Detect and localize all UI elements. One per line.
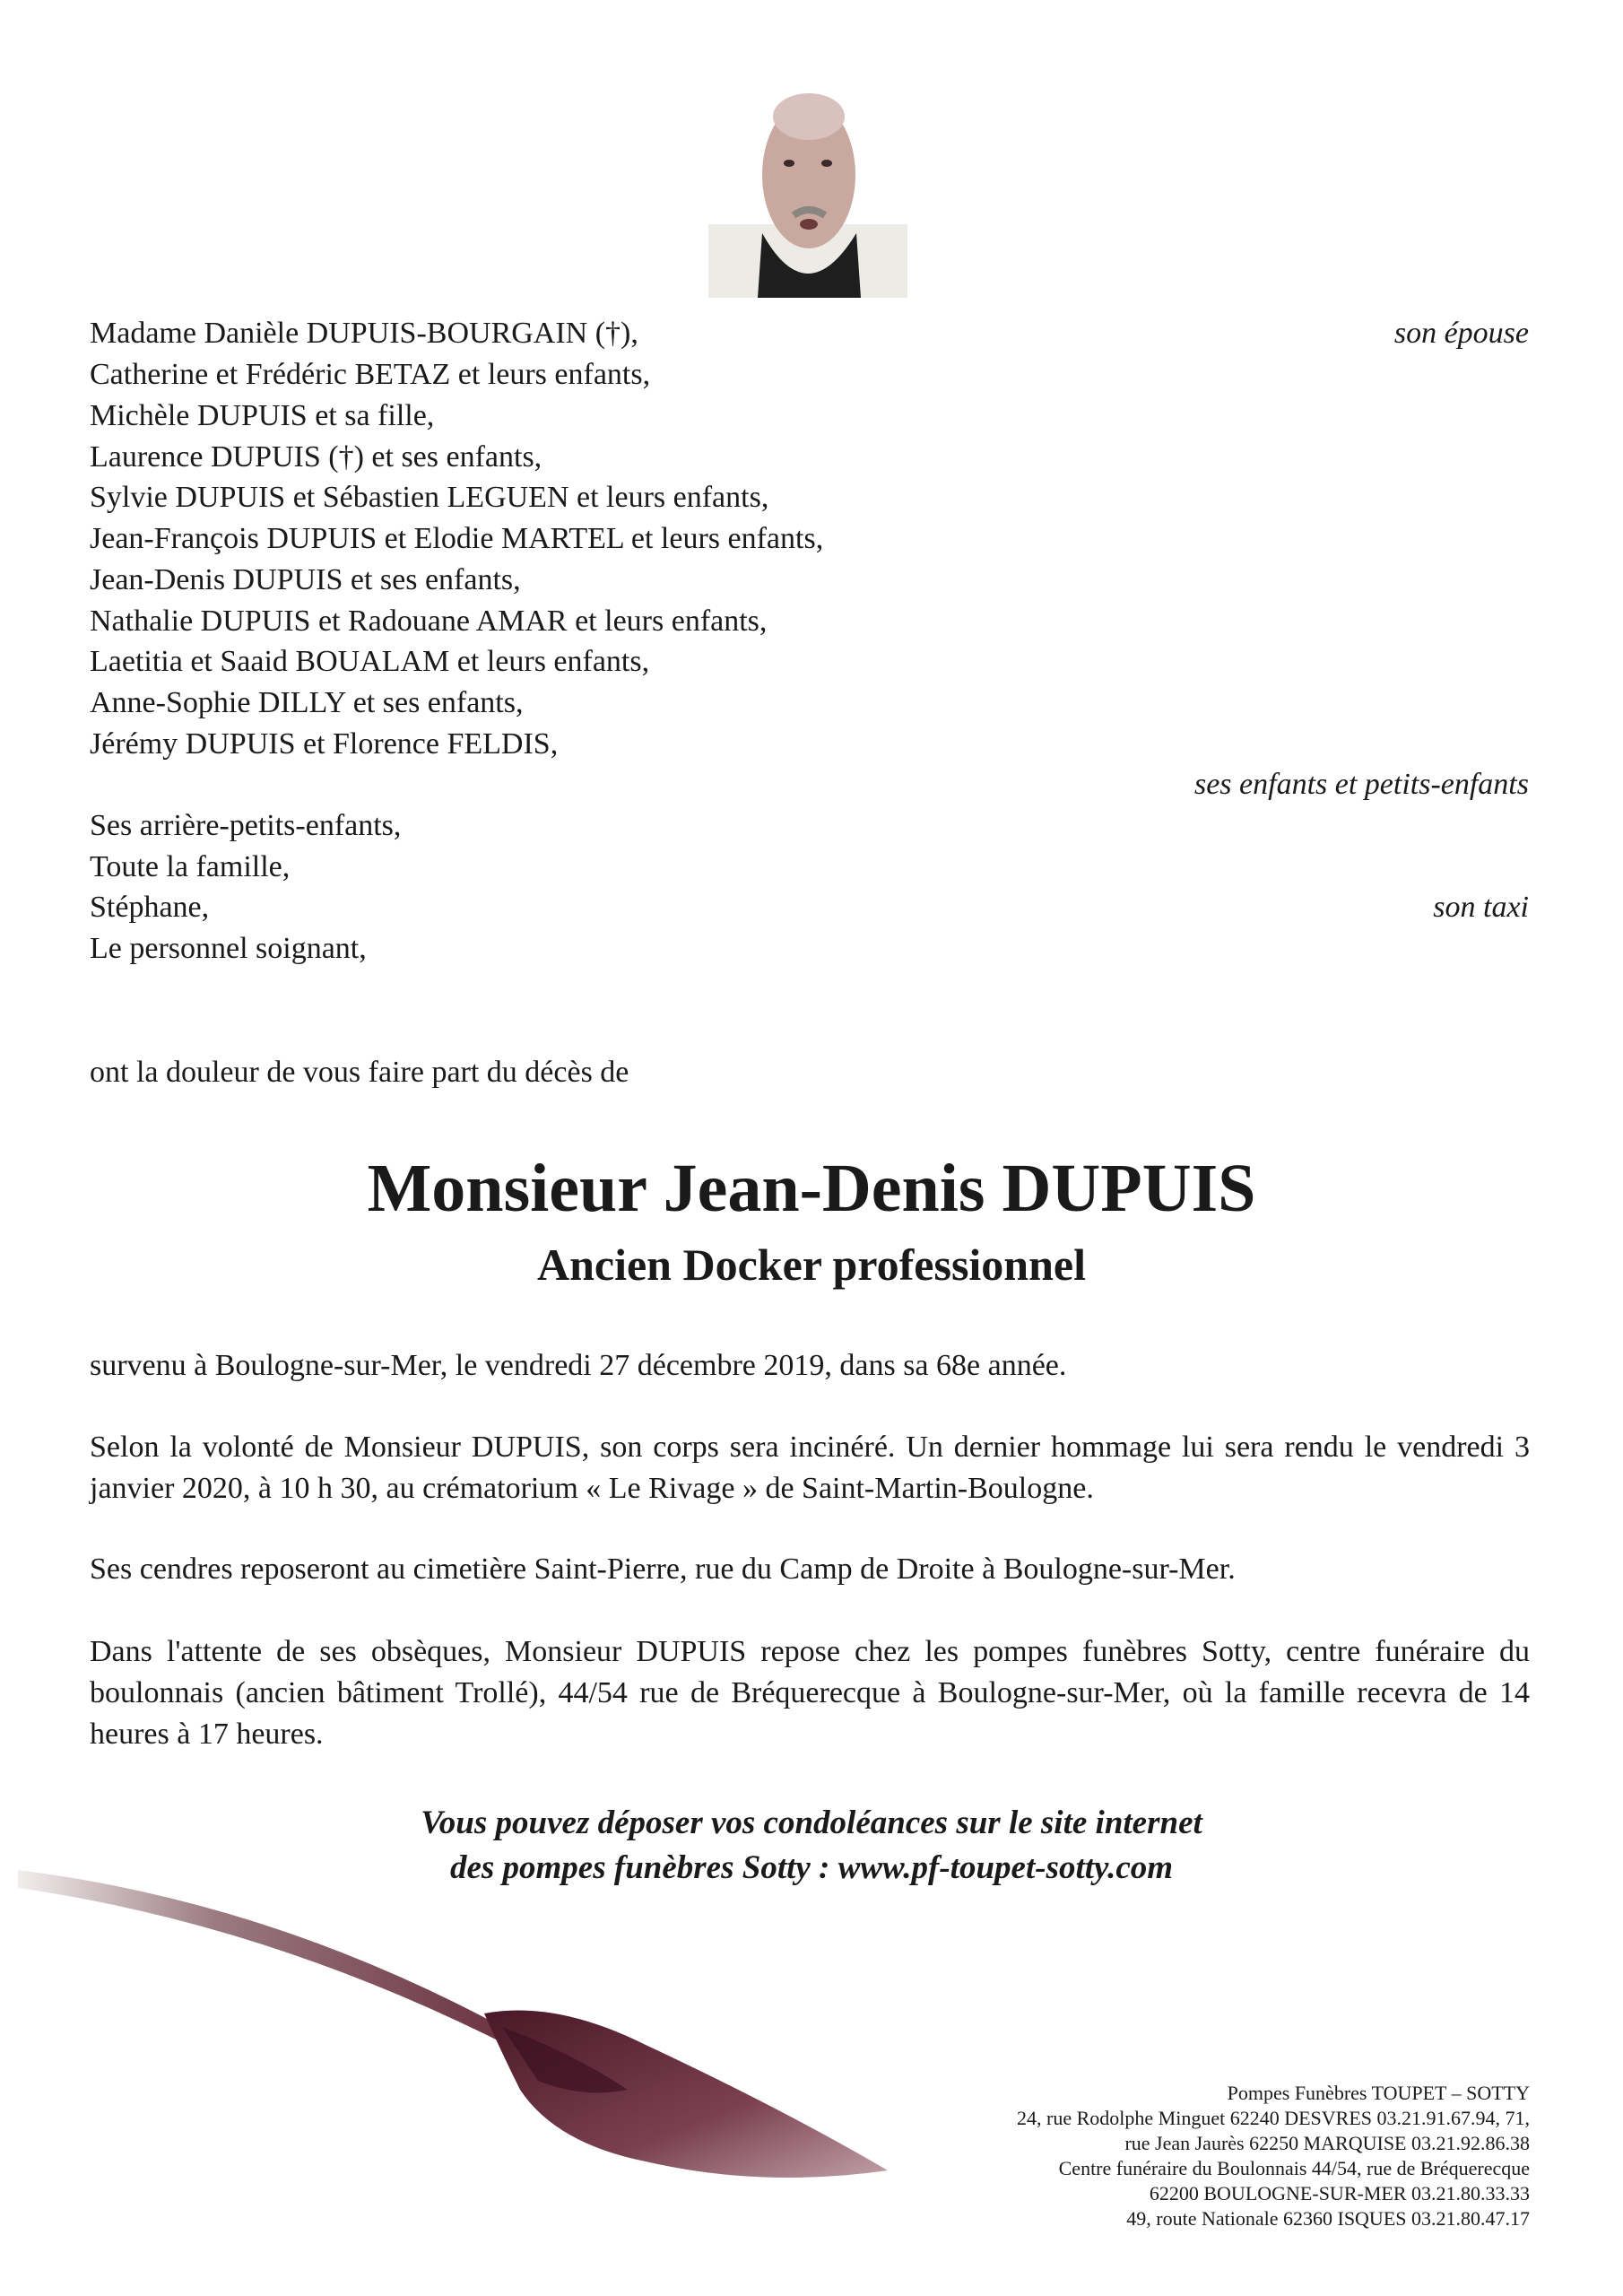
deceased-occupation: Ancien Docker professionnel: [536, 1239, 1087, 1290]
other-mourner: Stéphane,: [90, 891, 210, 924]
family-member: Anne-Sophie DILLY et ses enfants,: [90, 686, 524, 719]
family-member: Catherine et Frédéric BETAZ et leurs enfants,: [90, 358, 651, 391]
address-line: 24, rue Rodolphe Minguet 62240 DESVRES 03.21.91.67.94, 71,: [1017, 2107, 1530, 2129]
paragraph-ceremony: Selon la volonté de Monsieur DUPUIS, son corps sera incinéré. Un dernier hommage lui sera rendu le vendredi 3 janvier 2020, à 10 h 30, au crématorium « Le Rivage » de Saint-Martin-Boulogne.: [90, 1431, 1530, 1505]
family-member: Laurence DUPUIS (†) et ses enfants,: [90, 440, 542, 474]
address-line: 62200 BOULOGNE-SUR-MER 03.21.80.33.33: [1149, 2182, 1530, 2205]
other-mourner: Ses arrière-petits-enfants,: [90, 809, 402, 842]
role-children: ses enfants et petits-enfants: [1193, 768, 1529, 801]
other-mourner: Le personnel soignant,: [90, 932, 367, 965]
funeral-home-address: [1017, 2081, 1530, 2231]
condolences-link[interactable]: des pompes funèbres Sotty : www.pf-toupet-sotty.com: [449, 1849, 1174, 1886]
address-line: 49, route Nationale 62360 ISQUES 03.21.80.47.17: [1126, 2207, 1530, 2230]
family-member: Jean-Denis DUPUIS et ses enfants,: [90, 563, 521, 596]
family-member: Laetitia et Saaid BOUALAM et leurs enfants,: [90, 645, 650, 678]
address-line: rue Jean Jaurès 62250 MARQUISE 03.21.92.86.38: [1124, 2132, 1530, 2154]
condolences-line: Vous pouvez déposer vos condoléances sur le site internet: [421, 1805, 1202, 1841]
family-member: Jérémy DUPUIS et Florence FELDIS,: [90, 727, 559, 761]
family-member: Nathalie DUPUIS et Radouane AMAR et leurs enfants,: [90, 604, 768, 638]
role-spouse: son épouse: [1393, 317, 1529, 350]
deceased-name: Monsieur Jean-Denis DUPUIS: [367, 1151, 1256, 1226]
calla-lily-illustration: [0, 1821, 942, 2206]
portrait-photo: [708, 90, 907, 298]
announcement: ont la douleur de vous faire part du décès de: [90, 1056, 629, 1089]
funeral-home-name: Pompes Funèbres TOUPET – SOTTY: [1227, 2082, 1530, 2104]
family-member: Jean-François DUPUIS et Elodie MARTEL et leurs enfants,: [90, 522, 824, 555]
family-member: Sylvie DUPUIS et Sébastien LEGUEN et leurs enfants,: [90, 481, 769, 514]
paragraph-ashes: Ses cendres reposeront au cimetière Saint-Pierre, rue du Camp de Droite à Boulogne-sur-Mer.: [90, 1552, 1236, 1586]
family-member: Michèle DUPUIS et sa fille,: [90, 399, 435, 432]
role-taxi: son taxi: [1433, 891, 1529, 924]
address-line: Centre funéraire du Boulonnais 44/54, rue de Bréquerecque: [1058, 2157, 1530, 2179]
paragraph-death: survenu à Boulogne-sur-Mer, le vendredi 27 décembre 2019, dans sa 68e année.: [90, 1349, 1067, 1382]
paragraph-visitation: Dans l'attente de ses obsèques, Monsieur DUPUIS repose chez les pompes funèbres Sotty, centre funéraire du boulonnais (ancien bâtiment Trollé), 44/54 rue de Bréquerecque à Boulogne-sur-Mer, où la famille recevra de 14 heures à 17 heures.: [90, 1635, 1530, 1751]
family-member: Madame Danièle DUPUIS-BOURGAIN (†),: [90, 317, 638, 350]
other-mourner: Toute la famille,: [90, 850, 291, 883]
